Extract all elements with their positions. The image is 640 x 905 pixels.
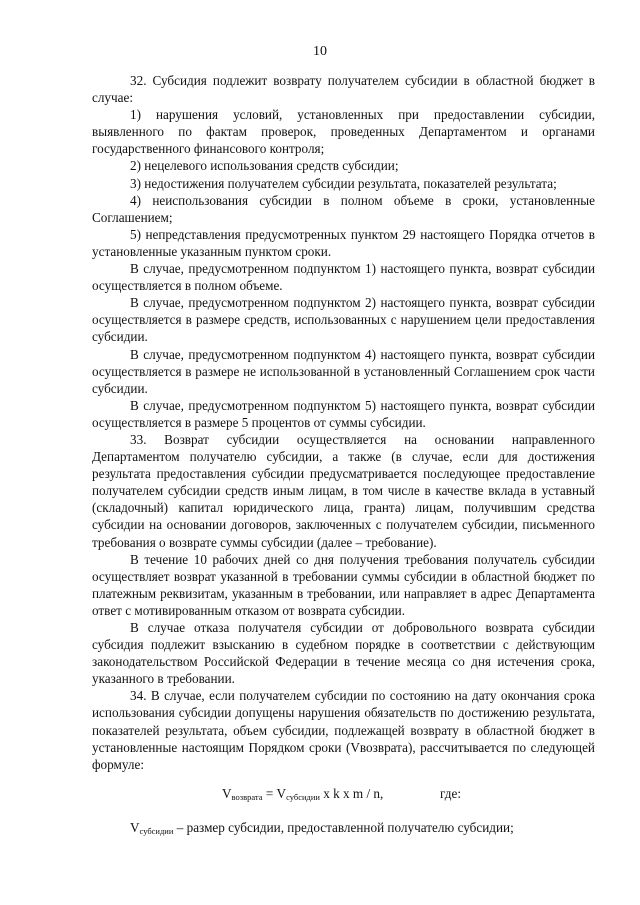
paragraph-32-item-2: 2) нецелевого использования средств субсидии; bbox=[130, 158, 399, 174]
formula-lhs: V bbox=[222, 786, 232, 801]
formula-rhs-rest: x k x m / n, bbox=[319, 786, 384, 801]
paragraph-34: 34. В случае, если получателем субсидии по состоянию на дату окончания срока использования субсидии допущены нарушения обязательств по достижению результата, показателей результата, объем субсидии, подлежащей возврату в областной бюджет в установленные настоящим Порядком сроки (Vвозврата), рассчитывается по следующей формуле: bbox=[92, 688, 595, 772]
definition-text: – размер субсидии, предоставленной получателю субсидии; bbox=[173, 820, 514, 835]
paragraph-32-item-1: 1) нарушения условий, установленных при предоставлении субсидии, выявленного по фактам проверок, проведенных Департаментом и органами государственного финансового контроля; bbox=[92, 107, 595, 157]
paragraph-case-2: В случае, предусмотренном подпунктом 2) настоящего пункта, возврат субсидии осуществляется в размере средств, использованных с нарушением цели предоставления субсидии. bbox=[92, 295, 595, 345]
definition-symbol-subscript: субсидии bbox=[139, 826, 174, 836]
paragraph-case-4: В случае, предусмотренном подпунктом 4) настоящего пункта, возврат субсидии осуществляется в размере не использованной в установленный Соглашением срок части субсидии. bbox=[92, 346, 595, 396]
paragraph-32-item-3: 3) недостижения получателем субсидии результата, показателей результата; bbox=[130, 175, 557, 191]
paragraph-33-refusal: В случае отказа получателя субсидии от добровольного возврата субсидии субсидия подлежит взысканию в судебном порядке в соответствии с действующим законодательством Российской Федерации в течение месяца со дня истечения срока, указанного в требовании. bbox=[92, 620, 595, 687]
formula-where: где: bbox=[440, 786, 461, 801]
body-text bbox=[92, 72, 595, 773]
paragraph-case-5: В случае, предусмотренном подпунктом 5) настоящего пункта, возврат субсидии осуществляется в размере 5 процентов от суммы субсидии. bbox=[92, 397, 595, 430]
formula-rhs-v: V bbox=[276, 786, 287, 801]
paragraph-32-item-5: 5) непредставления предусмотренных пунктом 29 настоящего Порядка отчетов в установленные указанным пунктом сроки. bbox=[92, 226, 595, 259]
formula-lhs-subscript: возврата bbox=[231, 792, 263, 802]
paragraph-33: 33. Возврат субсидии осуществляется на основании направленного Департаментом получателю субсидии, а также (в случае, если для достижения результата предоставления субсидии предусматривается последующее предоставление получателем субсидии средств иным лицам, в том числе в качестве вклада в уставный (складочный) капитал юридического лица, гранта) лицам, получившим средства субсидии на основании договоров, заключенных с получателем субсидии, письменного требования о возврате суммы субсидии (далее – требование). bbox=[92, 431, 595, 550]
page-number: 10 bbox=[313, 44, 327, 59]
paragraph-33-deadline: В течение 10 рабочих дней со дня получения требования получатель субсидии осуществляет возврат указанной в требовании суммы субсидии в областной бюджет по платежным реквизитам, указанным в требовании, или направляет в адрес Департамента ответ с мотивированным отказом от возврата субсидии. bbox=[92, 551, 595, 618]
paragraph-32: 32. Субсидия подлежит возврату получателем субсидии в областной бюджет в случае: bbox=[92, 73, 595, 106]
definition-line bbox=[130, 819, 514, 840]
paragraph-32-item-4: 4) неиспользования субсидии в полном объеме в сроки, установленные Соглашением; bbox=[92, 192, 595, 225]
definition-symbol: V bbox=[130, 820, 140, 835]
formula-expression bbox=[222, 785, 383, 806]
formula-equals: = bbox=[262, 786, 277, 801]
paragraph-case-1: В случае, предусмотренном подпунктом 1) настоящего пункта, возврат субсидии осуществляется в полном объеме. bbox=[92, 261, 595, 294]
formula-rhs-subscript: субсидии bbox=[286, 792, 320, 802]
